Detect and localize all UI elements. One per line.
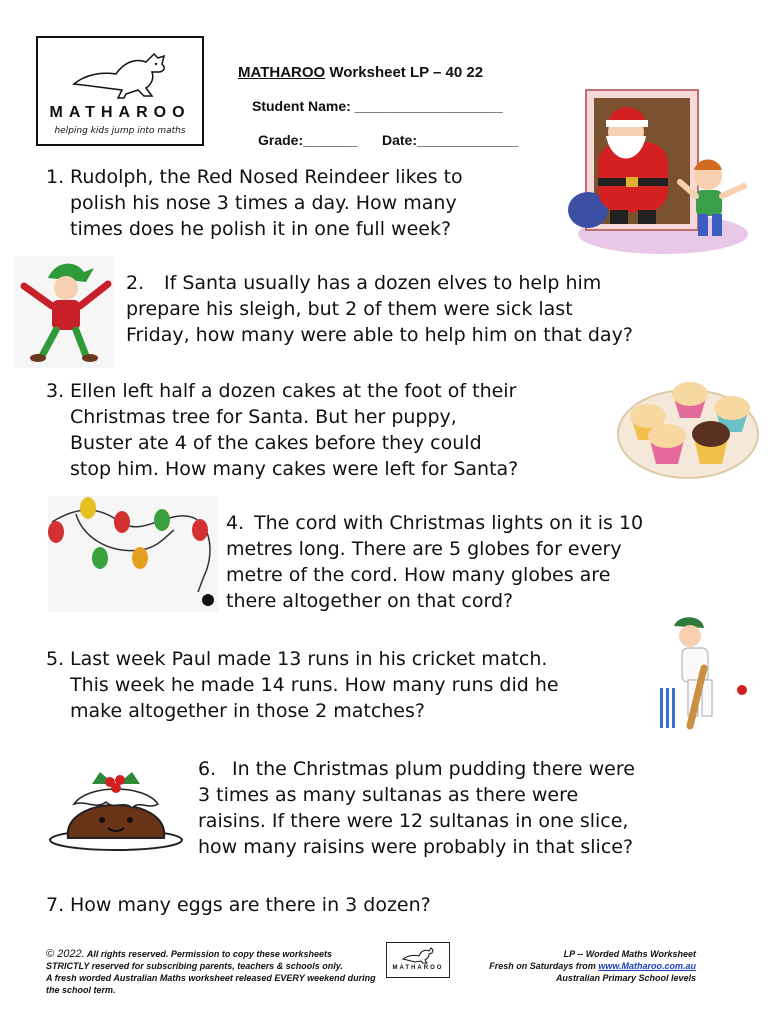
santa-and-boy-illustration xyxy=(568,86,750,256)
elf-illustration xyxy=(14,256,114,368)
matharoo-logo xyxy=(36,36,204,146)
date-field: Date:_____________ xyxy=(382,132,519,148)
brand-name: MATHAROO xyxy=(238,64,326,81)
question-line: how many raisins were probably in that slice? xyxy=(198,836,634,858)
question-number: 3. xyxy=(46,380,65,402)
question-number: 6. xyxy=(198,758,217,780)
question-line: 3 times as many sultanas as there were xyxy=(198,784,579,806)
question-line: prepare his sleigh, but 2 of them were sick last xyxy=(126,298,573,320)
worksheet-title xyxy=(238,64,483,81)
question-line: raisins. If there were 12 sultanas in one slice, xyxy=(198,810,629,832)
footer-right3: Australian Primary School levels xyxy=(555,973,696,983)
logo-wordmark: MATHAROO xyxy=(49,104,191,121)
question-number: 5. xyxy=(46,648,65,670)
question-line: metres long. There are 5 globes for every xyxy=(226,538,622,560)
question-4 xyxy=(226,510,746,614)
grade-field: Grade:_______ xyxy=(258,132,358,148)
question-line: This week he made 14 runs. How many runs did he xyxy=(70,674,559,696)
footer-mini-logo xyxy=(386,942,450,978)
question-line: In the Christmas plum pudding there were xyxy=(232,758,635,780)
question-5 xyxy=(46,646,646,724)
footer-right2-text: Fresh on Saturdays from xyxy=(489,961,599,971)
footer-rights: All rights reserved. Permission to copy these worksheets xyxy=(84,949,332,959)
question-7 xyxy=(46,892,646,918)
cricket-boy-illustration xyxy=(652,614,752,740)
footer-line3: A fresh worded Australian Maths worksheet released EVERY weekend during the school term. xyxy=(46,973,376,995)
kangaroo-icon xyxy=(401,945,435,965)
question-line: there altogether on that cord? xyxy=(226,590,514,612)
logo-tagline: helping kids jump into maths xyxy=(54,126,186,136)
copyright: © 2022. xyxy=(46,948,85,960)
christmas-pudding-illustration xyxy=(48,754,186,854)
kangaroo-icon xyxy=(66,44,176,102)
question-number: 4. xyxy=(226,512,245,534)
cupcakes-plate-illustration xyxy=(616,376,760,482)
question-line: Buster ate 4 of the cakes before they could xyxy=(70,432,482,454)
website-link[interactable]: www.Matharoo.com.au xyxy=(598,961,696,971)
student-name-field: Student Name: ___________________ xyxy=(252,98,503,114)
footer-left xyxy=(46,948,386,996)
question-line: polish his nose 3 times a day. How many xyxy=(70,192,457,214)
question-line: stop him. How many cakes were left for Santa? xyxy=(70,458,519,480)
footer-right1: LP -- Worded Maths Worksheet xyxy=(563,949,696,959)
christmas-lights-illustration xyxy=(48,496,218,612)
worksheet-id: Worksheet LP – 40 22 xyxy=(325,64,484,81)
question-6 xyxy=(198,756,758,860)
question-line: Christmas tree for Santa. But her puppy, xyxy=(70,406,457,428)
footer-line2: STRICTLY reserved for subscribing parents, teachers & schools only. xyxy=(46,961,343,971)
question-line: times does he polish it in one full week? xyxy=(70,218,452,240)
question-number: 7. xyxy=(46,894,65,916)
question-line: The cord with Christmas lights on it is 10 xyxy=(254,512,644,534)
question-line: Last week Paul made 13 runs in his cricket match. xyxy=(70,648,548,670)
question-1 xyxy=(46,164,546,242)
question-2 xyxy=(126,270,746,348)
question-number: 2. xyxy=(126,272,145,294)
question-line: Friday, how many were able to help him on that day? xyxy=(126,324,633,346)
question-3 xyxy=(46,378,616,482)
mini-logo-word: MATHAROO xyxy=(392,965,444,971)
question-line: If Santa usually has a dozen elves to help him xyxy=(164,272,602,294)
question-line: metre of the cord. How many globes are xyxy=(226,564,611,586)
question-line: make altogether in those 2 matches? xyxy=(70,700,425,722)
question-line: How many eggs are there in 3 dozen? xyxy=(70,894,431,916)
question-line: Rudolph, the Red Nosed Reindeer likes to xyxy=(70,166,463,188)
question-number: 1. xyxy=(46,166,65,188)
question-line: Ellen left half a dozen cakes at the foot of their xyxy=(70,380,517,402)
footer-right xyxy=(456,948,696,984)
